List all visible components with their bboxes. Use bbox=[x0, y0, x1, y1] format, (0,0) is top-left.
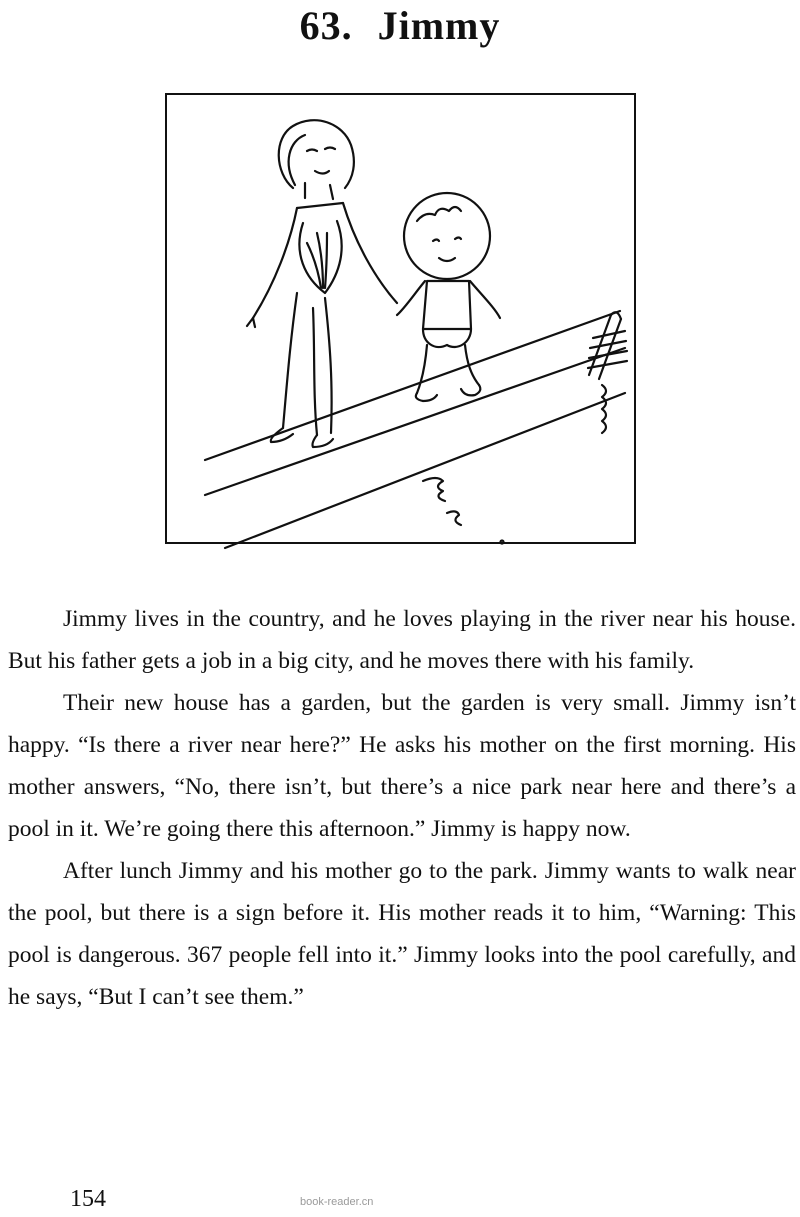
paragraph-3: After lunch Jimmy and his mother go to the park. Jimmy wants to walk near the pool, but there is a sign before it. His mother reads it to him, “Warning: This pool is dangerous. 367 people fell into it.” Jimmy looks into the pool carefully, and he says, “But I can’t see them.” bbox=[8, 858, 796, 1010]
story-illustration bbox=[165, 93, 636, 544]
water-ripples bbox=[423, 478, 504, 544]
chapter-title: 63. Jimmy bbox=[299, 3, 501, 48]
paragraph-1: Jimmy lives in the country, and he loves playing in the river near his house. But his father gets a job in a big city, and he moves there with his family. bbox=[8, 606, 796, 674]
paragraph-2: Their new house has a garden, but the garden is very small. Jimmy isn’t happy. “Is there a river near here?” He asks his mother on the first morning. His mother answers, “No, there isn’t, but there’s a nice park near here and there’s a pool in it. We’re going there this afternoon.” Jimmy is happy now. bbox=[8, 690, 796, 842]
jimmy-figure bbox=[397, 193, 500, 401]
story-text bbox=[8, 598, 796, 1018]
page-number: 154 bbox=[70, 1186, 106, 1212]
watermark: book-reader.cn bbox=[300, 1196, 374, 1208]
pool-edge bbox=[205, 311, 625, 548]
pool-ladder bbox=[588, 312, 627, 433]
